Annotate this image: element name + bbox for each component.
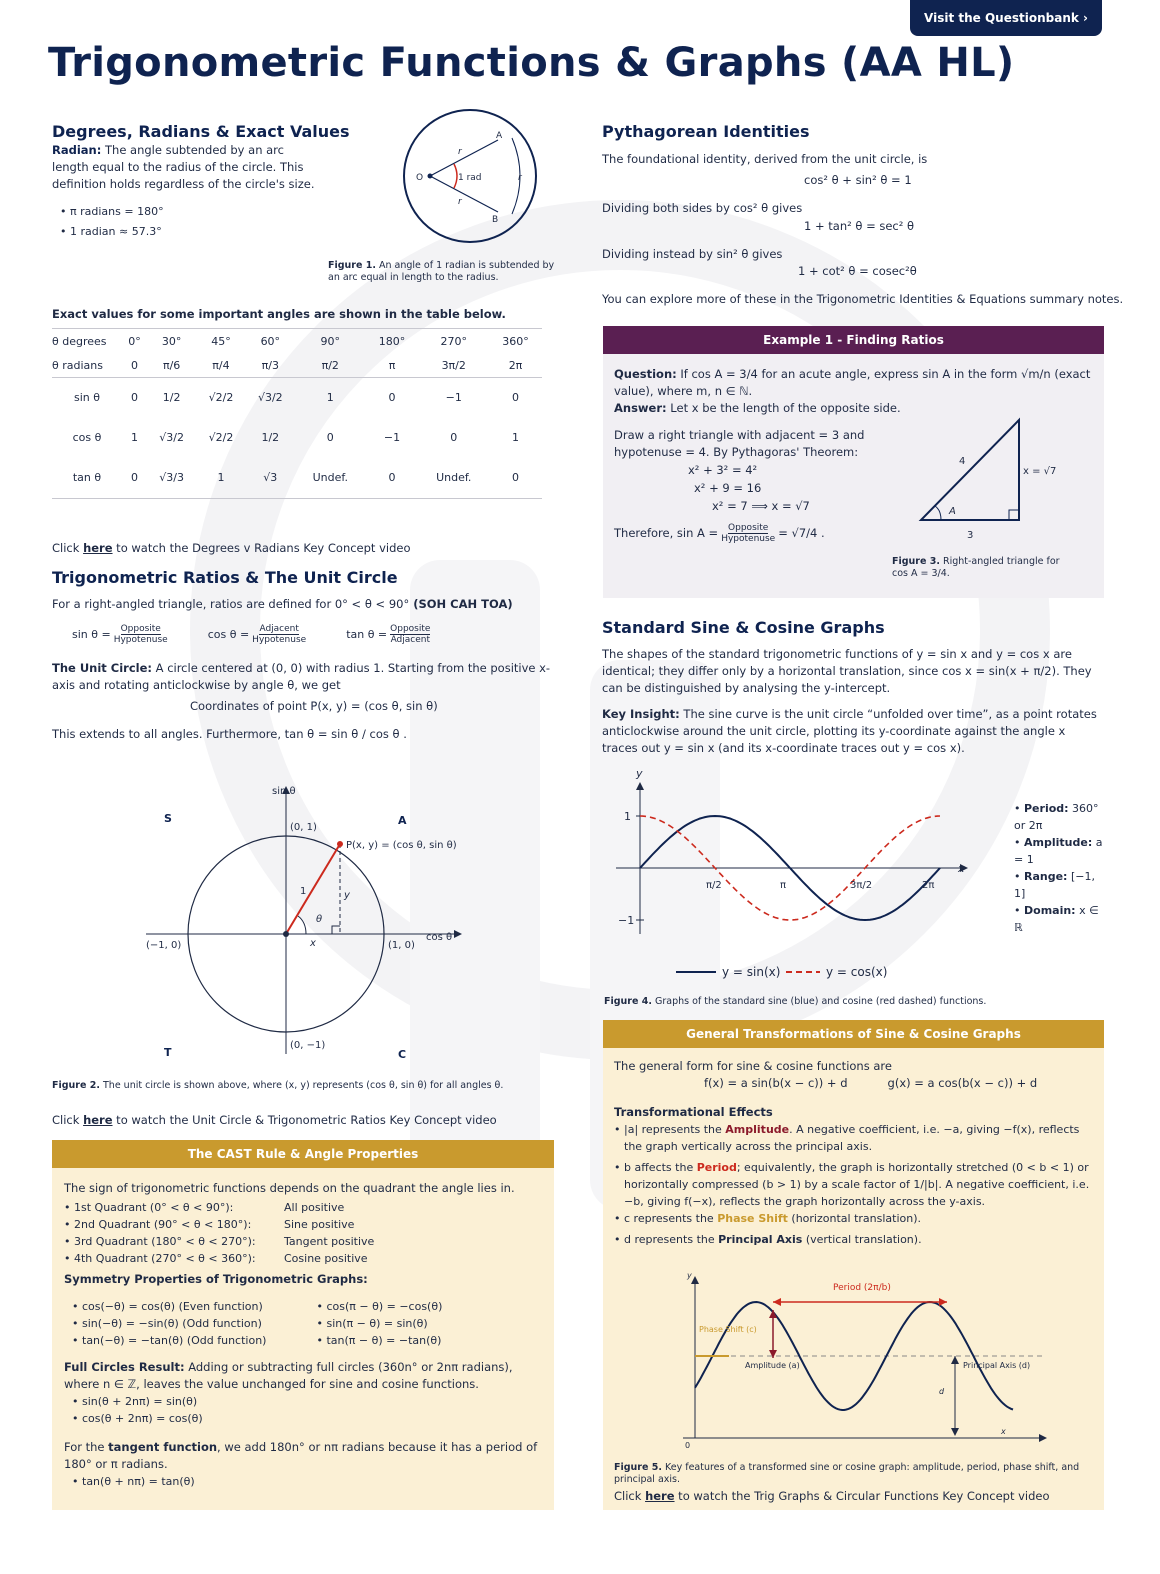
exact-values-table-wrap	[52, 328, 542, 499]
figure4-caption: Figure 4. Graphs of the standard sine (blue) and cosine (red dashed) functions.	[604, 996, 987, 1007]
radius-line	[430, 140, 498, 176]
origin-point	[283, 931, 289, 937]
pyth-line2: Dividing both sides by cos² θ gives	[602, 201, 803, 215]
point-p	[337, 841, 343, 847]
y-axis-arrow	[636, 782, 644, 790]
y-axis-arrow	[691, 1276, 699, 1284]
legend-cos: y = cos(x)	[826, 965, 888, 979]
pyth-line3: Dividing instead by sin² θ gives	[602, 247, 783, 261]
radian-bullets	[60, 202, 164, 242]
figure3-caption: Figure 3. Right-angled triangle for cos A = 3/4.	[892, 556, 1060, 579]
quadrant-c: C	[398, 1048, 407, 1061]
label-b: B	[492, 215, 499, 225]
cos-ratio: cos θ = Adjacent Hypotenuse	[207, 624, 307, 645]
trig-graphs-video-line: Click here to watch the Trig Graphs & Circular Functions Key Concept video	[614, 1489, 1050, 1503]
list-item: • 1st Quadrant (0° < θ < 90°):	[64, 1201, 234, 1214]
table-row: cos θ 1 √3/2 √2/2 1/2 0 −1 0 1	[72, 431, 519, 444]
list-item: • 2nd Quadrant (90° < θ < 180°):	[64, 1218, 252, 1231]
figure2-caption: Figure 2. The unit circle is shown above, where (x, y) represents (cos θ, sin θ) for all angles θ.	[52, 1080, 504, 1091]
list-item: • c represents the Phase Shift (horizontal translation).	[614, 1212, 922, 1225]
figure1-caption: Figure 1. An angle of 1 radian is subtended by an arc equal in length to the radius.	[328, 260, 555, 283]
degrees-heading: Degrees, Radians & Exact Values	[52, 122, 350, 141]
tangent-text: For the tangent function, we add 180n° or nπ radians because it has a period of 180° or π radians.	[64, 1440, 538, 1471]
legend-sin: y = sin(x)	[722, 965, 781, 979]
example-draw: Draw a right triangle with adjacent = 3 and hypotenuse = 4. By Pythagoras' Theorem:	[614, 428, 865, 459]
unit-circle-video-link[interactable]: here	[83, 1113, 113, 1127]
full-circles-list: • sin(θ + 2nπ) = sin(θ) • cos(θ + 2nπ) = cos(θ)	[72, 1395, 203, 1425]
list-item: • 1 radian ≈ 57.3°	[60, 225, 162, 238]
sin-ratio: sin θ = Opposite Hypotenuse	[72, 624, 168, 645]
full-circles-text: Full Circles Result: Adding or subtracting full circles (360n° or 2nπ radians), where n ∈ ℤ, leaves the value unchanged for sine and cosine functions.	[64, 1360, 513, 1391]
x-label: x	[1001, 1427, 1006, 1436]
unit-circle-definition: The Unit Circle: A circle centered at (0, 0) with radius 1. Starting from the positive x-axis and rotating anticlockwise by angle θ, we get	[52, 661, 551, 692]
label-top: (0, 1)	[290, 822, 317, 833]
tick-label-1: 1	[624, 810, 631, 823]
table-row: tan θ 0 √3/3 1 √3 Undef. 0 Undef. 0	[72, 471, 519, 484]
quadrant-t: T	[164, 1046, 172, 1059]
cast-box	[52, 1140, 554, 1510]
right-angle-mark	[332, 926, 340, 934]
cast-intro: The sign of trigonometric functions depends on the quadrant the angle lies in.	[64, 1181, 515, 1195]
ratios-heading: Trigonometric Ratios & The Unit Circle	[52, 568, 398, 587]
tan-extension: This extends to all angles. Furthermore, tan θ = sin θ / cos θ .	[52, 727, 407, 741]
list-item: • Domain: x ∈ ℝ	[1014, 904, 1099, 934]
label-hyp: 4	[959, 456, 966, 467]
symmetry-list	[64, 1298, 542, 1349]
example-heading: Example 1 - Finding Ratios	[603, 326, 1104, 354]
radian-figure	[400, 100, 540, 258]
label-y: y	[344, 890, 350, 901]
unit-circle-figure	[140, 776, 480, 1066]
amplitude-label: Amplitude (a)	[745, 1361, 800, 1370]
label-r: r	[518, 173, 522, 183]
tick-label-neg1: −1	[618, 914, 635, 927]
page-title: Trigonometric Functions & Graphs (AA HL)	[48, 40, 1015, 86]
phase-label: Phase Shift (c)	[699, 1325, 757, 1334]
table-row: θ radians 0 π/6 π/4 π/3 π/2 π 3π/2 2π	[52, 358, 523, 372]
centre-point	[428, 174, 433, 179]
origin-label: 0	[685, 1441, 691, 1450]
label-adj: 3	[967, 530, 974, 541]
standard-graphs-heading: Standard Sine & Cosine Graphs	[602, 618, 885, 637]
list-item: • Range: [−1, 1]	[1014, 870, 1095, 900]
label-theta: θ	[316, 914, 323, 925]
tangent-item: • tan(θ + nπ) = tan(θ)	[72, 1475, 195, 1488]
table-row: θ degrees 0° 30° 45° 60° 90° 180° 270° 360°	[52, 334, 529, 348]
example-steps: x² + 3² = 4² x² + 9 = 16 x² = 7 ⟹ x = √7	[688, 463, 810, 513]
tick-label-2pi: 2π	[922, 880, 935, 891]
symmetry-right: • cos(π − θ) = −cos(θ) • sin(π − θ) = sin(θ) • tan(π − θ) = −tan(θ)	[316, 1300, 443, 1347]
y-label: y	[687, 1271, 692, 1280]
cast-heading: The CAST Rule & Angle Properties	[52, 1140, 554, 1168]
list-item: • d represents the Principal Axis (vertical translation).	[614, 1233, 922, 1246]
x-label: x	[958, 862, 965, 875]
effects-list	[614, 1121, 1094, 1248]
table-intro: Exact values for some important angles are shown in the table below.	[52, 307, 506, 321]
amplitude-arrow-head	[769, 1350, 777, 1358]
example-result: Therefore, sin A = Opposite Hypotenuse = √7/4 .	[614, 523, 825, 544]
example-answer: Answer: Let x be the length of the opposite side.	[614, 401, 901, 415]
transformations-box	[603, 1020, 1104, 1510]
pyth-line1: The foundational identity, derived from the unit circle, is	[602, 152, 928, 166]
tan-ratio: tan θ = Opposite Adjacent	[346, 624, 431, 645]
list-item: • Amplitude: a = 1	[1014, 836, 1103, 866]
chevron-right-icon: ›	[1083, 11, 1088, 25]
tick-label-pi: π	[780, 880, 787, 891]
list-item: • b affects the Period; equivalently, the graph is horizontally stretched (0 < b < 1) or horizontally compressed (b > 1) by a scale factor of 1/|b|. A negative coefficient, i.e. −b, giving f(−x), reflects the graph horizontally across the y-axis.	[614, 1161, 1090, 1208]
x-axis-arrow	[454, 930, 462, 938]
label-bottom: (0, −1)	[290, 1040, 326, 1051]
list-item: • 4th Quadrant (270° < θ < 360°):	[64, 1252, 256, 1265]
trig-graphs-video-link[interactable]: here	[645, 1489, 675, 1503]
label-right: (1, 0)	[388, 940, 415, 951]
label-o: O	[416, 173, 424, 183]
label-x: x	[310, 938, 316, 949]
effects-heading: Transformational Effects	[614, 1105, 773, 1119]
transformations-heading: General Transformations of Sine & Cosine Graphs	[603, 1020, 1104, 1048]
key-insight: Key Insight: The sine curve is the unit circle “unfolded over time”, as a point rotates anticlockwise around the unit circle, plotting its y-coordinate against the angle x traces out y = sin x (and its x-coordinate traces out y = cos x).	[602, 707, 1097, 755]
standard-para: The shapes of the standard trigonometric functions of y = sin x and y = cos x are identical; they differ only by a horizontal translation, since cos x = sin(x + π/2). They can be distinguished by analysing the y-intercept.	[602, 647, 1092, 695]
tick-label-3pi-2: 3π/2	[850, 880, 873, 891]
general-forms: f(x) = a sin(b(x − c)) + d g(x) = a cos(b(x − c)) + d	[704, 1076, 1038, 1090]
d-label: d	[939, 1387, 945, 1396]
label-left: (−1, 0)	[146, 940, 182, 951]
principal-axis-label: Principal Axis (d)	[963, 1361, 1031, 1370]
list-item: • |a| represents the Amplitude. A negative coefficient, i.e. −a, giving −f(x), reflects the graph vertically across the principal axis.	[614, 1123, 1080, 1153]
questionbank-button[interactable]: Visit the Questionbank ›	[910, 0, 1102, 36]
label-angle: A	[949, 506, 956, 517]
d-arrow-head	[951, 1356, 959, 1364]
pyth-eq2: 1 + tan² θ = sec² θ	[804, 219, 915, 233]
example-box	[603, 326, 1104, 598]
cos-axis-label: cos θ	[426, 932, 453, 943]
tick-label-pi-2: π/2	[706, 880, 722, 891]
label-p: P(x, y) = (cos θ, sin θ)	[346, 840, 457, 851]
general-intro: The general form for sine & cosine functions are	[614, 1059, 892, 1073]
period-label: Period (2π/b)	[833, 1283, 891, 1293]
pyth-line4: You can explore more of these in the Trigonometric Identities & Equations summary notes.	[602, 292, 1124, 306]
triangle-figure	[913, 414, 1063, 544]
quadrant-s: S	[164, 812, 172, 825]
graph-properties	[1014, 800, 1104, 936]
symmetry-left: • cos(−θ) = cos(θ) (Even function) • sin(−θ) = −sin(θ) (Odd function) • tan(−θ) = −tan(θ) (Odd function)	[72, 1300, 267, 1347]
radius-line	[286, 844, 340, 934]
d-arrow-head	[951, 1428, 959, 1436]
label-opp: x = √7	[1023, 466, 1057, 477]
unit-circle-coordinates: Coordinates of point P(x, y) = (cos θ, sin θ)	[190, 699, 438, 713]
angle-arc	[454, 164, 457, 188]
label-r: r	[458, 147, 462, 157]
label-1rad: 1 rad	[458, 173, 482, 183]
right-angle-mark	[1009, 510, 1019, 520]
list-item: • 3rd Quadrant (180° < θ < 270°):	[64, 1235, 256, 1248]
period-arrow-head	[773, 1298, 781, 1306]
right-triangle	[921, 420, 1019, 520]
angle-arc	[935, 506, 941, 520]
example-question: Question: If cos A = 3/4 for an acute angle, express sin A in the form √m/n (exact value), where m, n ∈ ℕ.	[614, 367, 1091, 398]
x-axis-arrow	[1039, 1434, 1047, 1442]
ratio-formulas	[72, 624, 430, 645]
quadrant-list: • 1st Quadrant (0° < θ < 90°): All positive • 2nd Quadrant (90° < θ < 180°): Sine positive • 3rd Quadrant (180° < θ < 270°): Tangent positive • 4th Quadrant (270° < θ < 360°): Cosine positive	[64, 1201, 375, 1265]
list-item: • Period: 360° or 2π	[1014, 802, 1099, 832]
sin-axis-label: sin θ	[272, 786, 296, 797]
figure5-caption: Figure 5. Key features of a transformed sine or cosine graph: amplitude, period, phase shift, and principal axis.	[614, 1462, 1080, 1485]
list-item: • π radians = 180°	[60, 205, 164, 218]
transformation-graph	[673, 1270, 1053, 1450]
label-radius-1: 1	[300, 886, 307, 897]
radian-definition: Radian: The angle subtended by an arc length equal to the radius of the circle. This definition holds regardless of the circle's size.	[52, 143, 315, 191]
pyth-eq3: 1 + cot² θ = cosec²θ	[798, 264, 917, 278]
label-r: r	[458, 197, 462, 207]
theta-arc	[298, 916, 306, 934]
degrees-video-line: Click here to watch the Degrees v Radians Key Concept video	[52, 541, 411, 555]
unit-circle-video-line: Click here to watch the Unit Circle & Trigonometric Ratios Key Concept video	[52, 1113, 497, 1127]
period-arrow-head	[939, 1298, 947, 1306]
degrees-video-link[interactable]: here	[83, 541, 113, 555]
y-label: y	[636, 767, 643, 780]
pyth-eq1: cos² θ + sin² θ = 1	[804, 173, 912, 187]
sine-cosine-graph	[608, 762, 1008, 992]
exact-values-table	[52, 329, 542, 498]
pythagorean-heading: Pythagorean Identities	[602, 122, 810, 141]
table-row: sin θ 0 1/2 √2/2 √3/2 1 0 −1 0	[52, 378, 542, 418]
label-a: A	[496, 131, 503, 141]
symmetry-heading: Symmetry Properties of Trigonometric Graphs:	[64, 1272, 368, 1286]
soh-cah-toa-intro: For a right-angled triangle, ratios are defined for 0° < θ < 90° (SOH CAH TOA)	[52, 597, 513, 611]
quadrant-a: A	[398, 814, 407, 827]
